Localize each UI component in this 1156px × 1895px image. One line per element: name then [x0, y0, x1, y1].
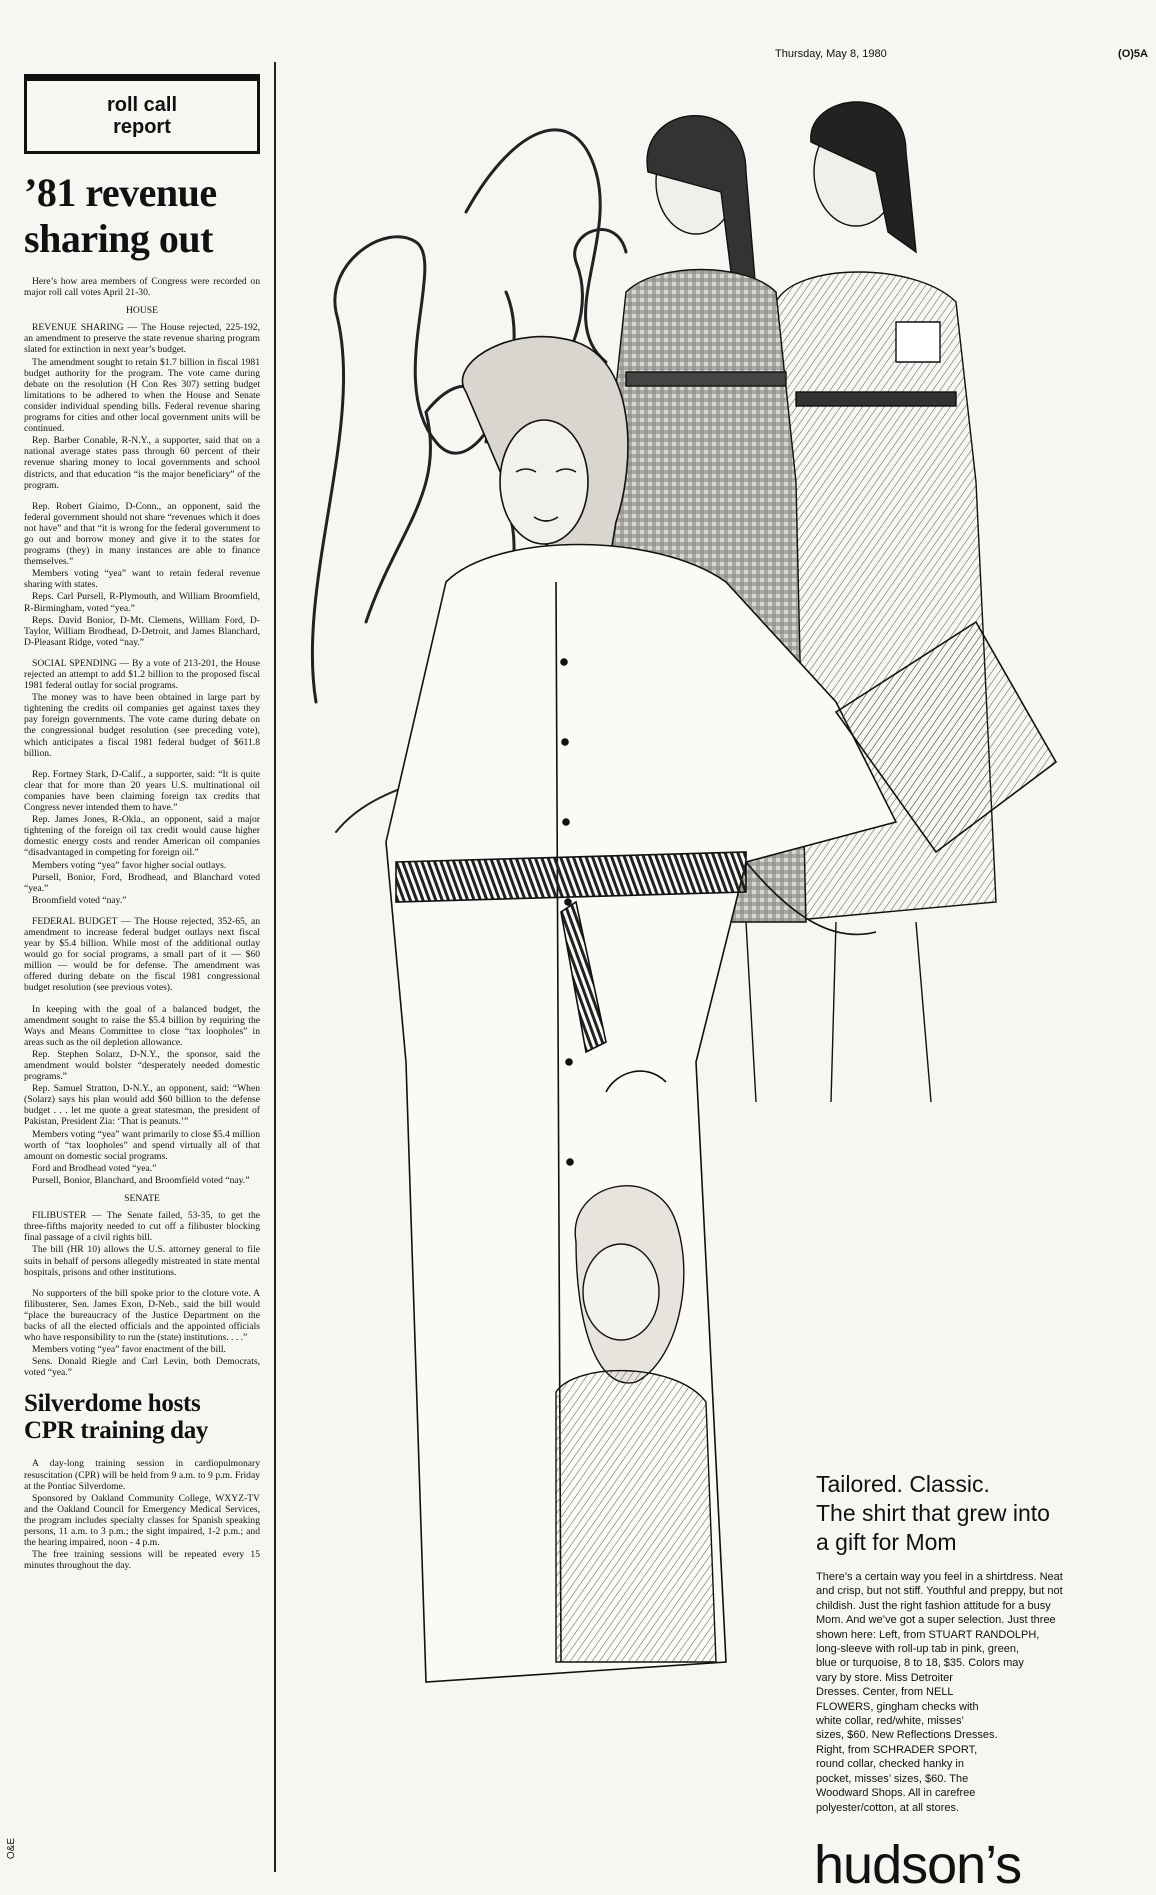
masthead — [0, 44, 1156, 62]
paragraph: Members voting “yea” favor enactment of the bill. — [32, 1344, 226, 1356]
paragraph: Sens. Donald Riegle and Carl Levin, both Democrats, voted “yea.” — [24, 1356, 260, 1379]
paragraph: The free training sessions will be repeated every 15 minutes throughout the day. — [24, 1549, 260, 1572]
headline-line-1: ’81 revenue — [24, 170, 217, 215]
ad-copy-line: pocket, misses’ sizes, $60. The — [816, 1772, 969, 1785]
paragraph: Broomfield voted “nay.” — [32, 894, 127, 906]
second-headline — [24, 1390, 260, 1444]
ad-headline-line-2: The shirt that grew into — [816, 1500, 1050, 1526]
paragraph: Rep. James Jones, R-Okla., an opponent, said a major tightening of the foreign oil tax credit would cause higher domestic energy costs and render American oil companies “disadvantaged in competing for foreign oil.” — [24, 814, 260, 859]
box-line-2: report — [113, 116, 171, 138]
hudsons-logo: hudson’s — [814, 1835, 1022, 1895]
paragraph: FEDERAL BUDGET — The House rejected, 352-65, an amendment to increase federal budget outlays next fiscal year by $5.4 billion. While most of the additional outlay would go for social programs, a small part of it — $60 million — would be for defense. The amendment was offered during debate on the fiscal 1981 congressional budget resolution (see previous votes). — [24, 915, 260, 994]
story-headline — [24, 170, 260, 262]
paragraph: Members voting “yea” want to retain federal revenue sharing with states. — [24, 568, 260, 591]
story-intro: Here’s how area members of Congress were recorded on major roll call votes April 21-30. — [24, 276, 260, 299]
ad-copy-line: Mom. And we’ve got a super selection. Just three — [816, 1614, 1056, 1627]
paragraph: The bill (HR 10) allows the U.S. attorney general to file suits in behalf of persons allegedly mistreated in state mental hospitals, prisons and other institutions. — [24, 1244, 260, 1278]
ad-copy-line: There’s a certain way you feel in a shirtdress. Neat — [816, 1571, 1063, 1583]
ad-copy-line: Right, from SCHRADER SPORT, — [816, 1743, 978, 1756]
roll-call-report-box — [24, 74, 260, 154]
ad-copy-line: sizes, $60. New Reflections Dresses. — [816, 1729, 998, 1742]
ad-copy-line: vary by store. Miss Detroiter — [816, 1671, 953, 1684]
paragraph: Rep. Samuel Stratton, D-N.Y., an opponent, said: “When (Solarz) says his plan would add $60 billion to the defense budget . . . let me quote a great statesman, the president of Pakistan, President Zia: ‘That is peanuts.’” — [24, 1083, 260, 1128]
paragraph: Pursell, Bonior, Ford, Brodhead, and Blanchard voted “yea.” — [24, 871, 260, 894]
paragraph: Ford and Brodhead voted “yea.” — [32, 1162, 157, 1174]
ad-headline — [816, 1470, 1146, 1557]
section-house: HOUSE — [126, 305, 158, 317]
second-headline-line-2: CPR training day — [24, 1417, 209, 1445]
paragraph: Members voting “yea” want primarily to close $5.4 million worth of “tax loopholes” and spend virtually all of that amount on domestic social programs. — [24, 1128, 260, 1162]
ad-copy — [816, 1570, 1136, 1815]
paragraph: FILIBUSTER — The Senate failed, 53-35, to get the three-fifths majority needed to cut off a filibuster blocking final passage of a civil rights bill. — [24, 1210, 260, 1244]
ad-headline-line-3: a gift for Mom — [816, 1529, 957, 1555]
paragraph: A day-long training session in cardiopulmonary resuscitation (CPR) will be held from 9 a.m. to 9 p.m. Friday at the Pontiac Silverdome. — [24, 1458, 260, 1492]
paragraph: Rep. Fortney Stark, D-Calif., a supporter, said: “It is quite clear that for more than 20 years U.S. multinational oil companies have been claiming foreign tax credits that Congress never intended them to have.” — [24, 768, 260, 814]
ad-copy-line: white collar, red/white, misses’ — [816, 1715, 964, 1728]
paragraph: No supporters of the bill spoke prior to the cloture vote. A filibusterer, Sen. James Exon, D-Neb., said the bill would “place the bureaucracy of the Justice Department on the backs of all the elected officials and the appointed officials who have responsibility to run the (state) institutions. . . .” — [24, 1287, 260, 1344]
ad-copy-line: childish. Just the right fashion attitude for a busy — [816, 1599, 1051, 1612]
paragraph: Members voting “yea” favor higher social outlays. — [32, 859, 227, 871]
left-column — [24, 74, 260, 1572]
paragraph: Rep. Robert Giaimo, D-Conn., an opponent, said the federal government should not share “revenues which it does not have” and that “it is wrong for the federal government to go out and borrow money and give it to the states for programs (they) in many instances are able to finance themselves.” — [24, 500, 260, 568]
paragraph: Rep. Stephen Solarz, D-N.Y., the sponsor, said the amendment would bolster “desperately needed domestic programs.” — [24, 1048, 260, 1083]
paragraph: Rep. Barber Conable, R-N.Y., a supporter, said that on a national average states pass through 60 percent of their revenue sharing money to local governments and school districts, and that education “is the major beneficiary” of the program. — [24, 435, 260, 491]
paragraph: Pursell, Bonior, Blanchard, and Broomfield voted “nay.” — [32, 1174, 250, 1186]
ad-copy-line: shown here: Left, from STUART RANDOLPH, — [816, 1628, 1040, 1641]
margin-mark: O&E — [6, 1838, 17, 1860]
paragraph: Sponsored by Oakland Community College, WXYZ-TV and the Oakland Council for Emergency Medical Services, the program includes specialty classes for Spanish speaking persons, 11 a.m. to 3 p.m.; the sight impaired, 1-2 p.m.; and the hearing impaired, noon - 4 p.m. — [24, 1492, 260, 1549]
ad-headline-line-1: Tailored. Classic. — [816, 1471, 990, 1497]
second-headline-line-1: Silverdome hosts — [24, 1390, 201, 1418]
paragraph: REVENUE SHARING — The House rejected, 225-192, an amendment to preserve the state revenue sharing program slated for extinction in next year’s budget. — [24, 322, 260, 356]
issue-date: Thursday, May 8, 1980 — [775, 48, 887, 60]
box-line-1: roll call — [106, 94, 178, 116]
section-senate: SENATE — [124, 1193, 160, 1205]
page-number: (O)5A — [1118, 48, 1148, 60]
paragraph: Reps. Carl Pursell, R-Plymouth, and William Broomfield, R-Birmingham, voted “yea.” — [24, 591, 260, 614]
ad-copy-line: round collar, checked hanky in — [816, 1758, 964, 1771]
ad-copy-line: Woodward Shops. All in carefree — [816, 1787, 976, 1800]
second-story-body — [24, 1458, 260, 1571]
story-body — [24, 276, 260, 1378]
paragraph: The money was to have been obtained in large part by tightening the credits oil companies get against taxes they pay foreign governments. The vote came during debate on the congressional budget resolution (see preceding vote), which anticipates a fiscal 1981 federal budget of $611.8 billion. — [24, 692, 260, 759]
ad-copy-line: long-sleeve with roll-up tab in pink, green, — [816, 1643, 1020, 1656]
paragraph: The amendment sought to retain $1.7 billion in fiscal 1981 budget authority for the program. The vote came during debate on the resolution (H Con Res 307) setting budget limitations to be adhered to when the House and Senate consider individual spending bills. Federal revenue sharing programs for cities and other local government units will be continued. — [24, 356, 260, 435]
headline-line-2: sharing out — [24, 216, 213, 261]
paragraph: Reps. David Bonior, D-Mt. Clemens, William Ford, D-Taylor, William Brodhead, D-Detroit, and James Blanchard, D-Pleasant Ridge, voted “nay.” — [24, 614, 260, 648]
ad-copy-line: FLOWERS, gingham checks with — [816, 1700, 979, 1713]
ad-copy-line: Dresses. Center, from NELL — [816, 1686, 954, 1699]
ad-copy-line: and crisp, but not stiff. Youthful and preppy, but not — [816, 1585, 1063, 1598]
ad-copy-line: blue or turquoise, 8 to 18, $35. Colors may — [816, 1657, 1024, 1670]
hudsons-advertisement — [274, 62, 1144, 1895]
paragraph: In keeping with the goal of a balanced budget, the amendment sought to raise the $5.4 billion by requiring the Ways and Means Committee to close “tax loopholes” in areas such as the oil depletion allowance. — [24, 1003, 260, 1048]
ad-copy-line: polyester/cotton, at all stores. — [816, 1801, 960, 1814]
paragraph: SOCIAL SPENDING — By a vote of 213-201, the House rejected an attempt to add $1.2 billion to the proposed fiscal 1981 federal outlay for social programs. — [24, 657, 260, 692]
